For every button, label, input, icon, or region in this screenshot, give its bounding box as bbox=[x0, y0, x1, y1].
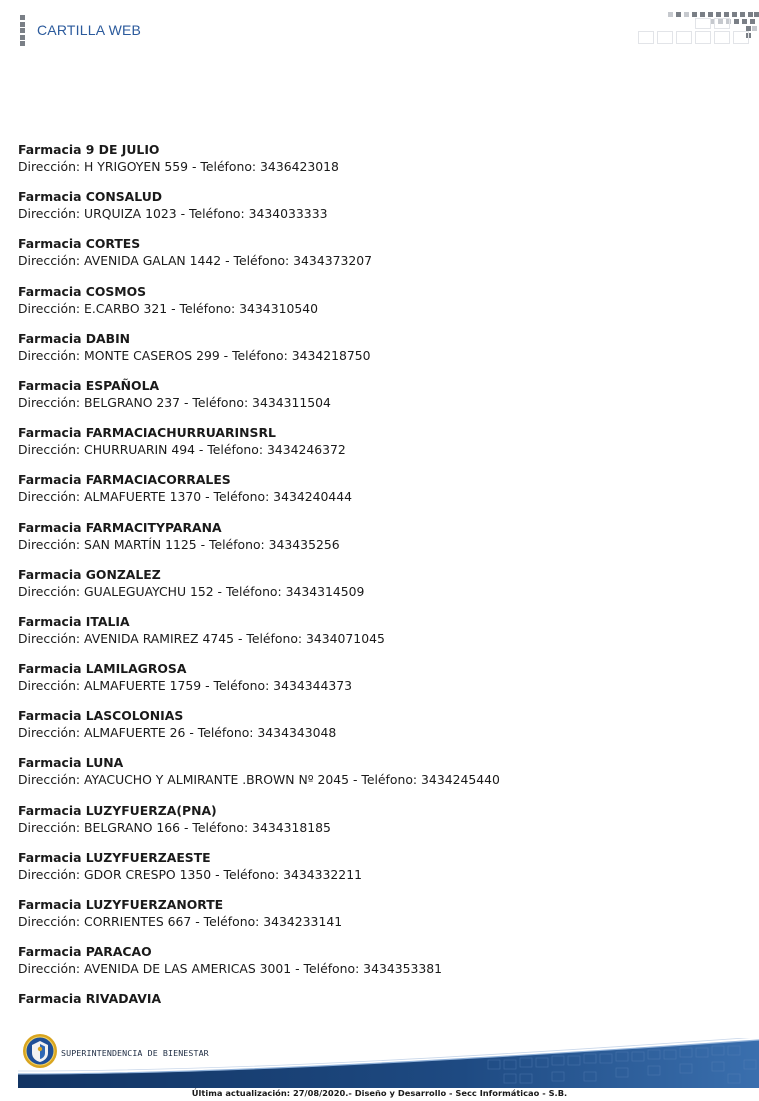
pharmacy-name: Farmacia ESPAÑOLA bbox=[18, 377, 160, 393]
pharmacy-name: Farmacia DABIN bbox=[18, 330, 131, 346]
pharmacy-address: Dirección: BELGRANO 166 - Teléfono: 3434318185 bbox=[18, 819, 331, 835]
pattern-box bbox=[657, 31, 673, 44]
footer-wave-band bbox=[18, 1038, 759, 1088]
pattern-box bbox=[695, 31, 711, 44]
list-item bbox=[18, 849, 738, 896]
pharmacy-name: Farmacia 9 DE JULIO bbox=[18, 142, 160, 157]
list-item bbox=[18, 471, 738, 518]
pattern-box bbox=[676, 31, 692, 44]
pattern-square bbox=[732, 12, 737, 17]
pharmacy-name: Farmacia FARMACIACHURRUARINSRL bbox=[18, 425, 276, 441]
pharmacy-address: Dirección: E.CARBO 321 - Teléfono: 3434310540 bbox=[18, 300, 318, 316]
pattern-square bbox=[734, 19, 739, 24]
pharmacy-name: Farmacia LUZYFUERZA(PNA) bbox=[18, 802, 217, 818]
pharmacy-name: Farmacia GONZALEZ bbox=[18, 566, 161, 582]
list-item bbox=[18, 754, 738, 801]
pharmacy-address: Dirección: ALMAFUERTE 1370 - Teléfono: 3434240444 bbox=[18, 489, 353, 505]
pharmacy-address: Dirección: BELGRANO 237 - Teléfono: 3434311504 bbox=[18, 394, 331, 410]
pharmacy-name: Farmacia LAMILAGROSA bbox=[18, 661, 187, 677]
pharmacy-address: Dirección: MONTE CASEROS 299 - Teléfono: 3434218750 bbox=[18, 347, 371, 363]
pharmacy-address: Dirección: GDOR CRESPO 1350 - Teléfono: 3434332211 bbox=[18, 866, 362, 882]
pattern-box bbox=[638, 31, 654, 44]
list-item bbox=[18, 141, 738, 188]
list-item bbox=[18, 802, 738, 849]
pattern-square bbox=[700, 12, 705, 17]
emblem-seal-icon bbox=[22, 1033, 58, 1069]
page-header bbox=[0, 0, 759, 60]
list-item bbox=[18, 283, 738, 330]
list-item bbox=[18, 566, 738, 613]
list-item bbox=[18, 235, 738, 282]
list-item bbox=[18, 330, 738, 377]
pattern-square bbox=[708, 12, 713, 17]
pattern-square bbox=[716, 12, 721, 17]
list-item bbox=[18, 660, 738, 707]
list-item bbox=[18, 896, 738, 943]
pattern-square bbox=[668, 12, 673, 17]
pharmacy-address: Dirección: SAN MARTÍN 1125 - Teléfono: 343435256 bbox=[18, 536, 340, 552]
pattern-square bbox=[692, 12, 697, 17]
organization-name: SUPERINTENDENCIA DE BIENESTAR bbox=[61, 1048, 209, 1058]
pharmacy-address: Dirección: URQUIZA 1023 - Teléfono: 3434033333 bbox=[18, 206, 328, 222]
list-item bbox=[18, 424, 738, 471]
pharmacy-name: Farmacia COSMOS bbox=[18, 283, 147, 299]
pharmacy-name: Farmacia CONSALUD bbox=[18, 189, 163, 205]
pharmacy-name: Farmacia LUNA bbox=[18, 755, 124, 771]
pharmacy-name: Farmacia LUZYFUERZAESTE bbox=[18, 849, 211, 865]
pattern-square bbox=[740, 12, 745, 17]
page-title: CARTILLA WEB bbox=[37, 22, 142, 38]
pharmacy-list bbox=[18, 141, 738, 1038]
pharmacy-address: Dirección: AVENIDA DE LAS AMERICAS 3001 - Teléfono: 3434353381 bbox=[18, 961, 443, 977]
pattern-square bbox=[754, 12, 759, 17]
pharmacy-name: Farmacia FARMACITYPARANA bbox=[18, 519, 222, 535]
pharmacy-name: Farmacia PARACAO bbox=[18, 944, 152, 960]
list-item bbox=[18, 188, 738, 235]
header-bar-icon bbox=[20, 15, 25, 46]
pharmacy-name: Farmacia LASCOLONIAS bbox=[18, 708, 184, 724]
pattern-square bbox=[742, 19, 747, 24]
pharmacy-address: Dirección: ALMAFUERTE 1759 - Teléfono: 3434344373 bbox=[18, 678, 353, 694]
pharmacy-name: Farmacia CORTES bbox=[18, 236, 141, 252]
pharmacy-address: Dirección: CHURRUARIN 494 - Teléfono: 3434246372 bbox=[18, 442, 346, 458]
pattern-square bbox=[748, 12, 753, 17]
list-item bbox=[18, 707, 738, 754]
pharmacy-address: Dirección: H YRIGOYEN 559 - Teléfono: 3436423018 bbox=[18, 159, 339, 174]
list-item bbox=[18, 519, 738, 566]
pattern-square bbox=[752, 26, 757, 31]
list-item bbox=[18, 943, 738, 990]
pharmacy-address: Dirección: AVENIDA RAMIREZ 4745 - Teléfono: 3434071045 bbox=[18, 630, 385, 646]
pharmacy-address: Dirección: AVENIDA GALAN 1442 - Teléfono: 3434373207 bbox=[18, 253, 372, 269]
pharmacy-address: Dirección: AYACUCHO Y ALMIRANTE .BROWN Nº 2045 - Teléfono: 3434245440 bbox=[18, 772, 500, 788]
pattern-box bbox=[695, 18, 711, 29]
pattern-square bbox=[676, 12, 681, 17]
pattern-square bbox=[684, 12, 689, 17]
pharmacy-name: Farmacia FARMACIACORRALES bbox=[18, 472, 231, 488]
pharmacy-address: Dirección: CORRIENTES 667 - Teléfono: 3434233141 bbox=[18, 914, 343, 929]
pattern-box bbox=[714, 31, 730, 44]
footer-note: Última actualización: 27/08/2020.- Diseño y Desarrollo - Secc Informáticao - S.B. bbox=[191, 1088, 568, 1098]
list-item bbox=[18, 613, 738, 660]
pharmacy-address: Dirección: GUALEGUAYCHU 152 - Teléfono: 3434314509 bbox=[18, 583, 365, 599]
pattern-box bbox=[714, 18, 730, 29]
pharmacy-address: Dirección: ALMAFUERTE 26 - Teléfono: 3434343048 bbox=[18, 725, 337, 741]
pattern-square bbox=[750, 19, 755, 24]
list-item bbox=[18, 377, 738, 424]
pharmacy-name: Farmacia ITALIA bbox=[18, 613, 130, 629]
pattern-square bbox=[724, 12, 729, 17]
header-pattern-icon bbox=[638, 12, 758, 46]
pharmacy-name: Farmacia RIVADAVIA bbox=[18, 991, 162, 1007]
pharmacy-name: Farmacia LUZYFUERZANORTE bbox=[18, 897, 224, 912]
pattern-box bbox=[733, 31, 749, 44]
